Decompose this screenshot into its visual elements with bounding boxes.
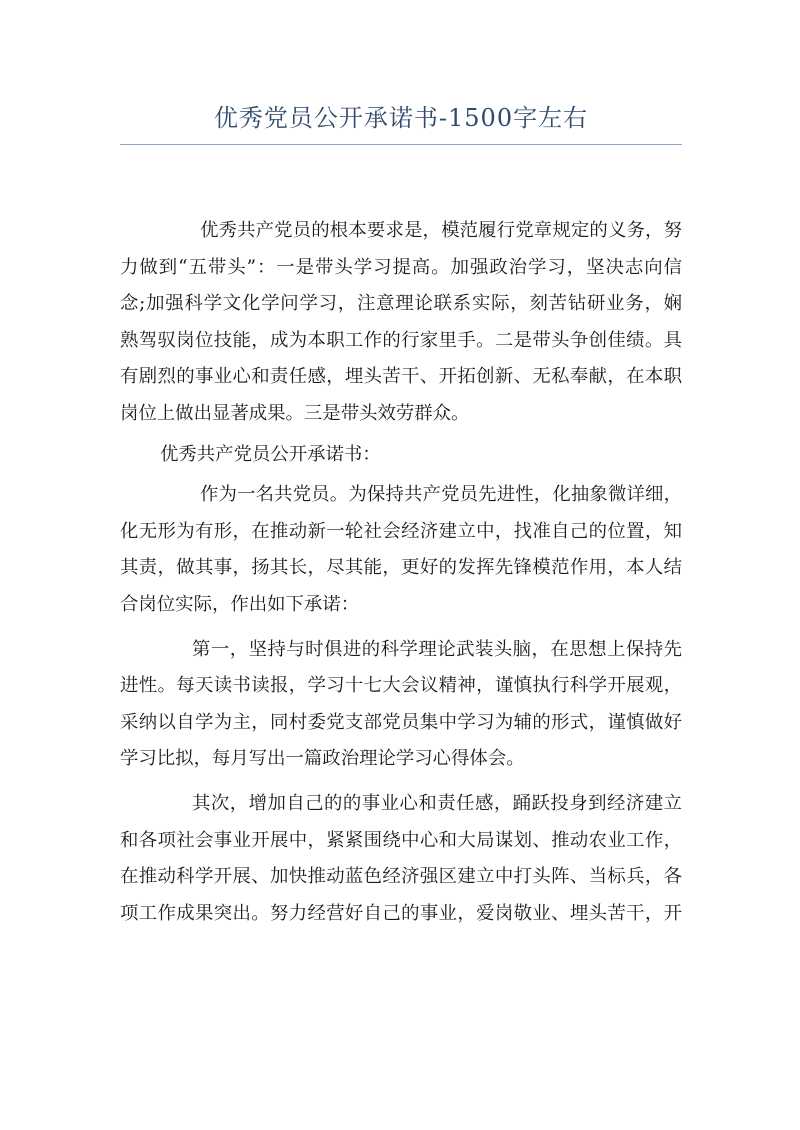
- text-line: 优秀共产党员的根本要求是，模范履行党章规定的义务，努: [200, 220, 682, 241]
- text-line: 第一，坚持与时俱进的科学理论武装头脑，在思想上保持先: [192, 638, 682, 660]
- text-line: 其责，做其事，扬其长，尽其能，更好的发挥先锋模范作用，本人结: [120, 557, 682, 579]
- paragraph-commitment-first: [120, 632, 682, 778]
- text-line: 化无形为有形，在推动新一轮社会经济建立中，找准自己的位置，知: [120, 520, 682, 542]
- text-line: 作为一名共党员。为保持共产党员先进性，化抽象微详细，: [200, 484, 682, 506]
- text-line: 念;加强科学文化学问学习，注意理论联系实际，刻苦钻研业务，娴: [120, 293, 682, 315]
- section-heading: 优秀共产党员公开承诺书：: [160, 443, 381, 465]
- text-line: 力做到“五带头”：一是带头学习提高。加强政治学习，坚决志向信: [120, 256, 682, 278]
- document-body: [120, 213, 682, 932]
- paragraph-section-heading: [120, 437, 682, 474]
- text-line: 岗位上做出显著成果。三是带头效劳群众。: [120, 402, 470, 424]
- title-underline: [120, 144, 682, 145]
- text-line: 其次，增加自己的的事业心和责任感，踊跃投身到经济建立: [192, 792, 682, 814]
- text-line: 在推动科学开展、加快推动蓝色经济强区建立中打头阵、当标兵，各: [120, 866, 682, 888]
- document-title: 优秀党员公开承诺书-1500字左右: [213, 104, 589, 132]
- text-line: 有剧烈的事业心和责任感，埋头苦干、开拓创新、无私奉献，在本职: [120, 366, 682, 388]
- paragraph-duty-requirements: [120, 213, 682, 433]
- text-line: 采纳以自学为主，同村委党支部党员集中学习为辅的形式，谨慎做好: [120, 711, 682, 733]
- text-line: 学习比拟，每月写出一篇政治理论学习心得体会。: [120, 748, 525, 770]
- text-line: 合岗位实际，作出如下承诺：: [120, 593, 360, 615]
- text-line: 和各项社会事业开展中，紧紧围绕中心和大局谋划、推动农业工作，: [120, 829, 682, 851]
- text-line: 项工作成果突出。努力经营好自己的事业，爱岗敬业、埋头苦干，开: [120, 902, 682, 924]
- paragraph-commitment-second: [120, 786, 682, 932]
- text-line: 熟驾驭岗位技能，成为本职工作的行家里手。二是带头争创佳绩。具: [120, 329, 682, 351]
- text-line: 进性。每天读书读报，学习十七大会议精神，谨慎执行科学开展观，: [120, 675, 682, 697]
- paragraph-introduction: [120, 477, 682, 623]
